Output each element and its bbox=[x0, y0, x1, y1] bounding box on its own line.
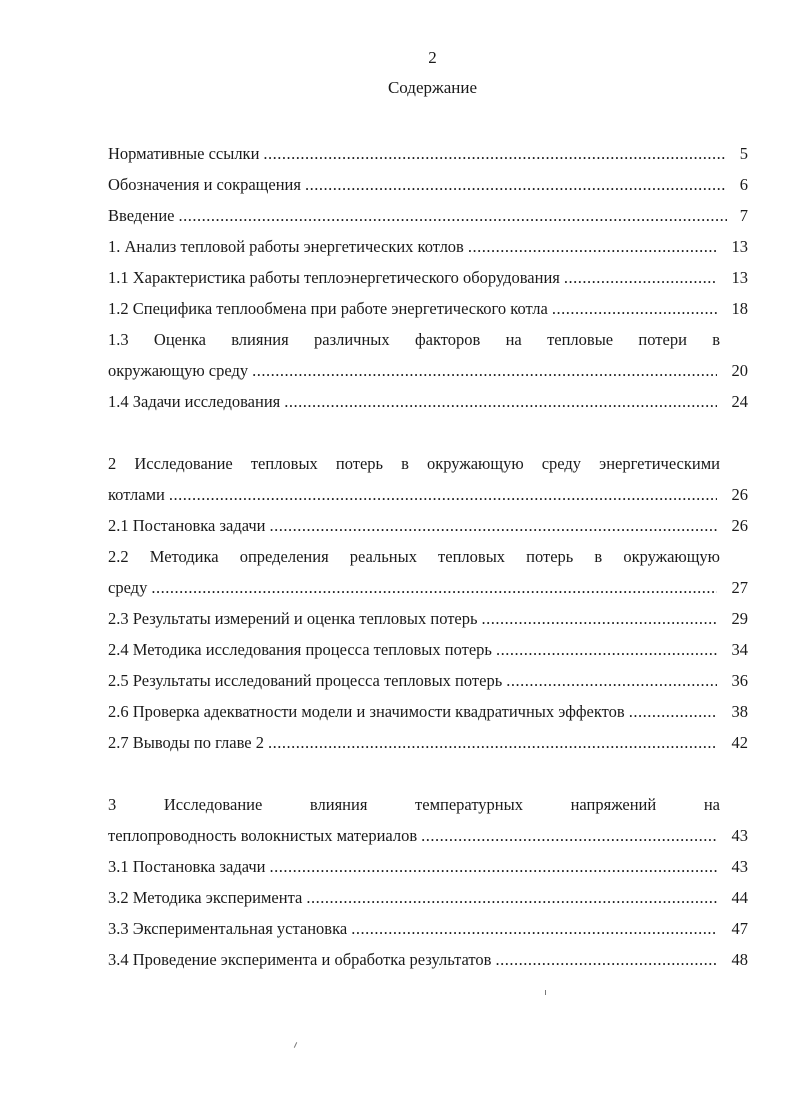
toc-entry-s3-3 bbox=[108, 913, 748, 944]
toc-entry-intro bbox=[108, 200, 748, 231]
scan-speck bbox=[294, 1042, 297, 1048]
toc-entry-s2-7 bbox=[108, 727, 748, 758]
toc-entry-s2-6 bbox=[108, 696, 748, 727]
toc-entry-text: 2.3 Результаты измерений и оценка тепловых потерь bbox=[108, 609, 478, 628]
toc-entry-page: 36 bbox=[731, 671, 748, 690]
toc-entry-normative bbox=[108, 138, 748, 169]
toc-entry-text: 1.2 Специфика теплообмена при работе энергетического котла bbox=[108, 299, 548, 318]
toc-entry-text: 3.2 Методика эксперимента bbox=[108, 888, 303, 907]
toc-entry-page: 18 bbox=[731, 299, 748, 318]
toc-entry-s1-1 bbox=[108, 262, 748, 293]
toc-entry-ch3 bbox=[108, 789, 748, 851]
toc-entry-page: 47 bbox=[731, 919, 748, 938]
leader-dots bbox=[496, 634, 717, 665]
leader-dots bbox=[151, 572, 717, 603]
leader-dots bbox=[305, 169, 727, 200]
toc-entry-text: 2.7 Выводы по главе 2 bbox=[108, 733, 264, 752]
page-number: 2 bbox=[428, 48, 437, 67]
toc-entry-page: 43 bbox=[731, 826, 748, 845]
toc-entry-page: 44 bbox=[731, 888, 748, 907]
section-gap bbox=[108, 758, 748, 789]
leader-dots bbox=[270, 851, 718, 882]
toc-entry-text: 2.4 Методика исследования процесса тепловых потерь bbox=[108, 640, 492, 659]
toc-entry-page: 6 bbox=[739, 175, 748, 194]
toc-entry-text-line2: теплопроводность волокнистых материалов bbox=[108, 826, 418, 845]
leader-dots bbox=[252, 355, 717, 386]
leader-dots bbox=[629, 696, 717, 727]
toc-entry-ch1 bbox=[108, 231, 748, 262]
leader-dots bbox=[179, 200, 727, 231]
toc-entry-s2-4 bbox=[108, 634, 748, 665]
leader-dots bbox=[482, 603, 717, 634]
leader-dots bbox=[263, 138, 727, 169]
leader-dots bbox=[495, 944, 717, 975]
toc-entry-page: 26 bbox=[731, 516, 748, 535]
toc-entry-page: 43 bbox=[731, 857, 748, 876]
leader-dots bbox=[468, 231, 717, 262]
leader-dots bbox=[306, 882, 717, 913]
toc-entry-text-line1: 1.3 Оценка влияния различных факторов на тепловые потери в bbox=[108, 330, 720, 349]
leader-dots bbox=[421, 820, 717, 851]
toc-entry-text-line1: 2.2 Методика определения реальных тепловых потерь в окружающую bbox=[108, 547, 720, 566]
leader-dots bbox=[552, 293, 717, 324]
toc-entry-page: 48 bbox=[731, 950, 748, 969]
toc-entry-page: 20 bbox=[731, 361, 748, 380]
toc-entry-text-line1: 2 Исследование тепловых потерь в окружающую среду энергетическими bbox=[108, 454, 720, 473]
toc-entry-text: 2.6 Проверка адекватности модели и значимости квадратичных эффектов bbox=[108, 702, 625, 721]
toc-entry-s3-2 bbox=[108, 882, 748, 913]
toc-title: Содержание bbox=[387, 78, 478, 97]
toc-entry-text: Введение bbox=[108, 206, 175, 225]
toc-entry-s3-1 bbox=[108, 851, 748, 882]
toc-entry-text: 1.4 Задачи исследования bbox=[108, 392, 281, 411]
toc-entry-text: Нормативные ссылки bbox=[108, 144, 260, 163]
toc-entry-text: 3.3 Экспериментальная установка bbox=[108, 919, 348, 938]
toc-entry-page: 42 bbox=[731, 733, 748, 752]
toc-entry-page: 5 bbox=[739, 144, 748, 163]
toc-entry-page: 13 bbox=[731, 237, 748, 256]
toc-entry-s3-4 bbox=[108, 944, 748, 975]
toc-entry-s2-2 bbox=[108, 541, 748, 603]
toc-entry-page: 38 bbox=[731, 702, 748, 721]
toc-entry-s1-3 bbox=[108, 324, 748, 386]
toc-entry-page: 27 bbox=[731, 578, 748, 597]
toc-entry-s1-2 bbox=[108, 293, 748, 324]
toc-entry-text: 1. Анализ тепловой работы энергетических котлов bbox=[108, 237, 464, 256]
toc-entry-page: 34 bbox=[731, 640, 748, 659]
leader-dots bbox=[270, 510, 718, 541]
toc-entry-page: 24 bbox=[731, 392, 748, 411]
table-of-contents bbox=[108, 138, 748, 975]
toc-entry-page: 13 bbox=[731, 268, 748, 287]
toc-entry-text: 3.1 Постановка задачи bbox=[108, 857, 266, 876]
leader-dots bbox=[284, 386, 717, 417]
leader-dots bbox=[268, 727, 717, 758]
toc-entry-text: Обозначения и сокращения bbox=[108, 175, 301, 194]
toc-entry-page: 29 bbox=[731, 609, 748, 628]
leader-dots bbox=[169, 479, 717, 510]
toc-entry-text: 2.1 Постановка задачи bbox=[108, 516, 266, 535]
leader-dots bbox=[506, 665, 717, 696]
toc-entry-abbreviations bbox=[108, 169, 748, 200]
toc-entry-s2-5 bbox=[108, 665, 748, 696]
leader-dots bbox=[351, 913, 717, 944]
toc-entry-text: 3.4 Проведение эксперимента и обработка результатов bbox=[108, 950, 492, 969]
toc-entry-text-line2: окружающую среду bbox=[108, 361, 249, 380]
toc-entry-text-line2: котлами bbox=[108, 485, 165, 504]
leader-dots bbox=[564, 262, 717, 293]
toc-entry-text: 2.5 Результаты исследований процесса тепловых потерь bbox=[108, 671, 503, 690]
toc-entry-page: 26 bbox=[731, 485, 748, 504]
section-gap bbox=[108, 417, 748, 448]
toc-entry-text-line2: среду bbox=[108, 578, 148, 597]
toc-entry-page: 7 bbox=[739, 206, 748, 225]
toc-entry-s2-1 bbox=[108, 510, 748, 541]
toc-entry-s1-4 bbox=[108, 386, 748, 417]
toc-entry-text-line1: 3 Исследование влияния температурных напряжений на bbox=[108, 795, 720, 814]
toc-entry-text: 1.1 Характеристика работы теплоэнергетического оборудования bbox=[108, 268, 560, 287]
toc-entry-s2-3 bbox=[108, 603, 748, 634]
toc-entry-ch2 bbox=[108, 448, 748, 510]
scan-speck bbox=[545, 990, 546, 995]
